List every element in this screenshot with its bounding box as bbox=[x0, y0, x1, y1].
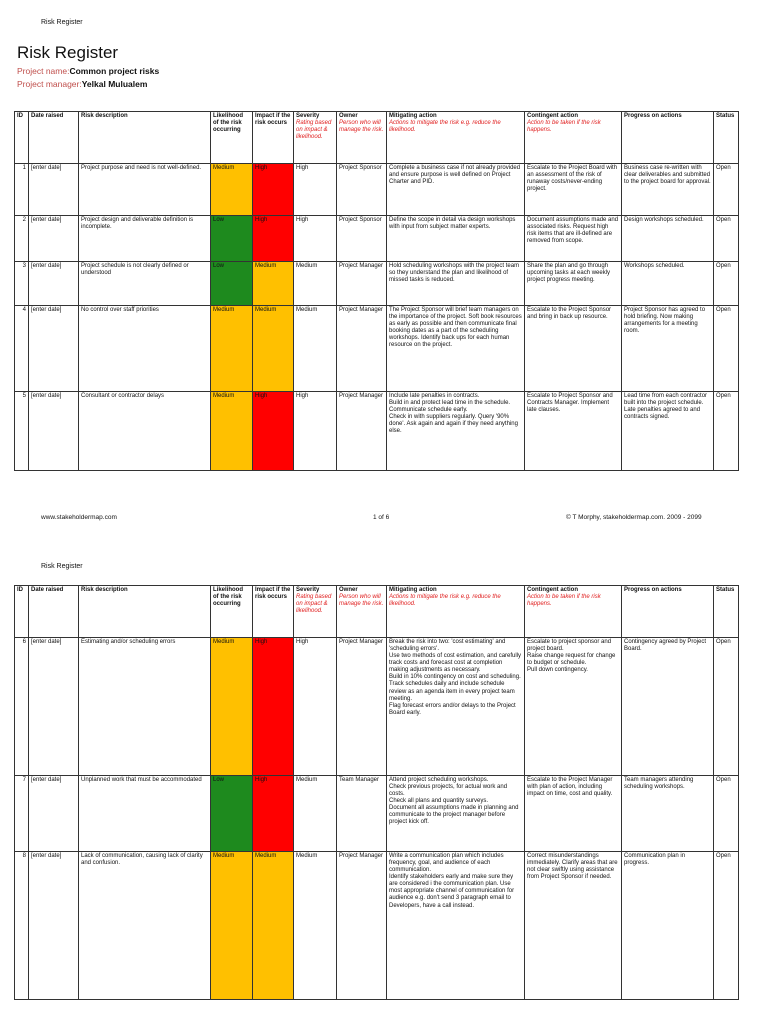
header-row bbox=[15, 112, 739, 164]
cell-owner: Project Manager bbox=[337, 306, 387, 392]
cell-severity: Medium bbox=[294, 852, 337, 1000]
cell-owner: Team Manager bbox=[337, 776, 387, 852]
cell-desc: Estimating and/or scheduling errors bbox=[79, 638, 211, 776]
cell-mitigating: Hold scheduling workshops with the project team so they understand the plan and likelihood of missed tasks is reduced. bbox=[387, 262, 525, 306]
cell-mitigating: Write a communication plan which includes frequency, goal, and audience of each communication. Identify stakeholders early and make sure they are considered i the communication plan. Use most appropriate channel of communication for audience e.g. don't send 3 paragraph email to Developers, have a call instead. bbox=[387, 852, 525, 1000]
cell-status: Open bbox=[714, 216, 739, 262]
table-row bbox=[15, 638, 739, 776]
cell-progress: Business case re-written with clear deliverables and submitted to the project board for approval. bbox=[622, 164, 714, 216]
cell-date: [enter date] bbox=[29, 262, 79, 306]
cell-id: 3 bbox=[15, 262, 29, 306]
cell-id: 2 bbox=[15, 216, 29, 262]
doc-header: Risk Register bbox=[41, 19, 83, 26]
footer-right: © T Morphy, stakeholdermap.com. 2009 - 2099 bbox=[566, 514, 702, 521]
col-progress-header: Progress on actions bbox=[622, 112, 714, 164]
severity-hint: Rating based on impact & likelihood. bbox=[296, 120, 332, 141]
cell-progress: Team managers attending scheduling workshops. bbox=[622, 776, 714, 852]
col-contingent-header bbox=[525, 586, 622, 638]
cell-severity: High bbox=[294, 392, 337, 471]
col-severity-header bbox=[294, 112, 337, 164]
col-severity-header bbox=[294, 586, 337, 638]
cell-desc: Project schedule is not clearly defined or understood bbox=[79, 262, 211, 306]
cell-status: Open bbox=[714, 852, 739, 1000]
severity-label: Severity bbox=[296, 113, 320, 119]
cell-progress: Project Sponsor has agreed to hold briefing. Now making arrangements for a meeting room. bbox=[622, 306, 714, 392]
table-row bbox=[15, 852, 739, 1000]
table-row bbox=[15, 262, 739, 306]
cell-severity: High bbox=[294, 216, 337, 262]
cell-contingent: Escalate to Project Sponsor and Contracts Manager. Implement late clauses. bbox=[525, 392, 622, 471]
cell-impact: High bbox=[253, 776, 294, 852]
cell-mitigating: Include late penalties in contracts. Build in and protect lead time in the schedule. Communicate schedule early. Check in with suppliers regularly. Query '90% done'. Ask again and again if they need anything else. bbox=[387, 392, 525, 471]
cell-status: Open bbox=[714, 392, 739, 471]
cell-date: [enter date] bbox=[29, 164, 79, 216]
cell-mitigating: Complete a business case if not already provided and ensure purpose is well defined on Project Charter and PID. bbox=[387, 164, 525, 216]
cell-likelihood: Medium bbox=[211, 392, 253, 471]
cell-progress: Workshops scheduled. bbox=[622, 262, 714, 306]
owner-hint: Person who will manage the risk. bbox=[339, 594, 384, 608]
cell-mitigating: Break the risk into two: 'cost estimating' and 'scheduling errors'. Use two methods of cost estimation, and carefully track costs and forecast cost at completion making adjustments as necessary. Build in 10% contingency on cost and scheduling. Track schedules daily and include schedule review as an agenda item in every project team meeting. Flag forecast errors and/or delays to the Project Board early. bbox=[387, 638, 525, 776]
cell-owner: Project Sponsor bbox=[337, 164, 387, 216]
cell-likelihood: Medium bbox=[211, 638, 253, 776]
cell-severity: Medium bbox=[294, 306, 337, 392]
contingent-hint: Action to be taken if the risk happens. bbox=[527, 120, 601, 134]
cell-status: Open bbox=[714, 164, 739, 216]
cell-likelihood: Low bbox=[211, 776, 253, 852]
project-name-value: Common project risks bbox=[69, 66, 160, 76]
cell-contingent: Escalate to the Project Board with an assessment of the risk of runaway costs/never-ending project. bbox=[525, 164, 622, 216]
doc-header-page2: Risk Register bbox=[41, 563, 83, 570]
cell-date: [enter date] bbox=[29, 306, 79, 392]
owner-label: Owner bbox=[339, 113, 358, 119]
cell-likelihood: Low bbox=[211, 216, 253, 262]
cell-severity: High bbox=[294, 638, 337, 776]
cell-impact: High bbox=[253, 216, 294, 262]
cell-progress: Communication plan in progress. bbox=[622, 852, 714, 1000]
table-row bbox=[15, 776, 739, 852]
col-status-header: Status bbox=[714, 112, 739, 164]
col-impact-header: Impact if the risk occurs bbox=[253, 586, 294, 638]
table-row bbox=[15, 216, 739, 262]
col-id-header: ID bbox=[15, 586, 29, 638]
col-id-header: ID bbox=[15, 112, 29, 164]
cell-owner: Project Manager bbox=[337, 638, 387, 776]
col-date-header: Date raised bbox=[29, 112, 79, 164]
col-mitigating-header bbox=[387, 586, 525, 638]
cell-date: [enter date] bbox=[29, 852, 79, 1000]
col-desc-header: Risk description bbox=[79, 112, 211, 164]
cell-id: 8 bbox=[15, 852, 29, 1000]
cell-owner: Project Manager bbox=[337, 262, 387, 306]
cell-mitigating: Define the scope in detail via design workshops with input from subject matter experts. bbox=[387, 216, 525, 262]
cell-id: 6 bbox=[15, 638, 29, 776]
cell-impact: High bbox=[253, 392, 294, 471]
col-owner-header bbox=[337, 112, 387, 164]
cell-impact: Medium bbox=[253, 852, 294, 1000]
cell-id: 4 bbox=[15, 306, 29, 392]
cell-progress: Lead time from each contractor built into the project schedule. Late penalties agreed to and contracts signed. bbox=[622, 392, 714, 471]
cell-contingent: Correct misunderstandings immediately. Clarify areas that are not clear swiftly using assistance from Project Sponsor if needed. bbox=[525, 852, 622, 1000]
cell-progress: Contingency agreed by Project Board. bbox=[622, 638, 714, 776]
project-name-label: Project name: bbox=[17, 66, 70, 76]
col-owner-header bbox=[337, 586, 387, 638]
cell-status: Open bbox=[714, 306, 739, 392]
table-row bbox=[15, 306, 739, 392]
col-mitigating-header bbox=[387, 112, 525, 164]
cell-id: 7 bbox=[15, 776, 29, 852]
cell-contingent: Escalate to the Project Manager with plan of action, including impact on time, cost and quality. bbox=[525, 776, 622, 852]
cell-contingent: Share the plan and go through upcoming tasks at each weekly project progress meeting. bbox=[525, 262, 622, 306]
col-desc-header: Risk description bbox=[79, 586, 211, 638]
mitigating-hint: Actions to mitigate the risk e.g. reduce the likelihood. bbox=[389, 120, 501, 134]
cell-impact: High bbox=[253, 638, 294, 776]
col-date-header: Date raised bbox=[29, 586, 79, 638]
risk-table-page1 bbox=[14, 111, 739, 471]
cell-owner: Project Manager bbox=[337, 392, 387, 471]
cell-desc: Unplanned work that must be accommodated bbox=[79, 776, 211, 852]
cell-likelihood: Medium bbox=[211, 164, 253, 216]
severity-hint: Rating based on impact & likelihood. bbox=[296, 594, 332, 615]
col-progress-header: Progress on actions bbox=[622, 586, 714, 638]
cell-date: [enter date] bbox=[29, 776, 79, 852]
cell-impact: Medium bbox=[253, 262, 294, 306]
project-name-line bbox=[17, 66, 159, 76]
contingent-label: Contingent action bbox=[527, 587, 578, 593]
cell-desc: Project purpose and need is not well-defined. bbox=[79, 164, 211, 216]
cell-status: Open bbox=[714, 776, 739, 852]
cell-contingent: Document assumptions made and associated risks. Request high risk items that are ill-defined are removed from scope. bbox=[525, 216, 622, 262]
cell-mitigating: Attend project scheduling workshops. Check previous projects, for actual work and costs. Check all plans and quantity surveys. Document all assumptions made in planning and communicate to the project manager before project kick off. bbox=[387, 776, 525, 852]
col-likelihood-header: Likelihood of the risk occurring bbox=[211, 112, 253, 164]
contingent-hint: Action to be taken if the risk happens. bbox=[527, 594, 601, 608]
mitigating-hint: Actions to mitigate the risk e.g. reduce the likelihood. bbox=[389, 594, 501, 608]
contingent-label: Contingent action bbox=[527, 113, 578, 119]
header-row bbox=[15, 586, 739, 638]
page-title: Risk Register bbox=[17, 43, 119, 62]
cell-severity: Medium bbox=[294, 776, 337, 852]
cell-likelihood: Low bbox=[211, 262, 253, 306]
owner-hint: Person who will manage the risk. bbox=[339, 120, 384, 134]
risk-table-page2 bbox=[14, 585, 739, 1000]
cell-id: 5 bbox=[15, 392, 29, 471]
footer-center: 1 of 6 bbox=[373, 514, 390, 521]
col-impact-header: Impact if the risk occurs bbox=[253, 112, 294, 164]
mitigating-label: Mitigating action bbox=[389, 587, 437, 593]
cell-date: [enter date] bbox=[29, 216, 79, 262]
mitigating-label: Mitigating action bbox=[389, 113, 437, 119]
cell-severity: High bbox=[294, 164, 337, 216]
col-likelihood-header: Likelihood of the risk occurring bbox=[211, 586, 253, 638]
cell-mitigating: The Project Sponsor will brief team managers on the importance of the project. Soft book resources as early as possible and then communicate final booking dates as a part of the scheduling workshops. Identify back ups for each human resource on the project. bbox=[387, 306, 525, 392]
project-manager-value: Yelkal Mulualem bbox=[81, 79, 148, 89]
cell-status: Open bbox=[714, 262, 739, 306]
cell-likelihood: Medium bbox=[211, 852, 253, 1000]
cell-owner: Project Manager bbox=[337, 852, 387, 1000]
cell-desc: Project design and deliverable definition is incomplete. bbox=[79, 216, 211, 262]
cell-impact: High bbox=[253, 164, 294, 216]
cell-desc: Consultant or contractor delays bbox=[79, 392, 211, 471]
col-status-header: Status bbox=[714, 586, 739, 638]
table-row bbox=[15, 392, 739, 471]
cell-progress: Design workshops scheduled. bbox=[622, 216, 714, 262]
cell-date: [enter date] bbox=[29, 392, 79, 471]
cell-severity: Medium bbox=[294, 262, 337, 306]
cell-contingent: Escalate to project sponsor and project board. Raise change request for change to budget or schedule. Pull down contingency. bbox=[525, 638, 622, 776]
cell-id: 1 bbox=[15, 164, 29, 216]
footer-left: www.stakeholdermap.com bbox=[41, 514, 117, 521]
cell-owner: Project Sponsor bbox=[337, 216, 387, 262]
owner-label: Owner bbox=[339, 587, 358, 593]
project-manager-label: Project manager: bbox=[17, 79, 82, 89]
cell-desc: No control over staff priorities bbox=[79, 306, 211, 392]
cell-contingent: Escalate to the Project Sponsor and bring in back up resource. bbox=[525, 306, 622, 392]
cell-desc: Lack of communication, causing lack of clarity and confusion. bbox=[79, 852, 211, 1000]
project-manager-line bbox=[17, 79, 147, 89]
cell-status: Open bbox=[714, 638, 739, 776]
cell-impact: Medium bbox=[253, 306, 294, 392]
col-contingent-header bbox=[525, 112, 622, 164]
table-row bbox=[15, 164, 739, 216]
severity-label: Severity bbox=[296, 587, 320, 593]
cell-likelihood: Medium bbox=[211, 306, 253, 392]
cell-date: [enter date] bbox=[29, 638, 79, 776]
